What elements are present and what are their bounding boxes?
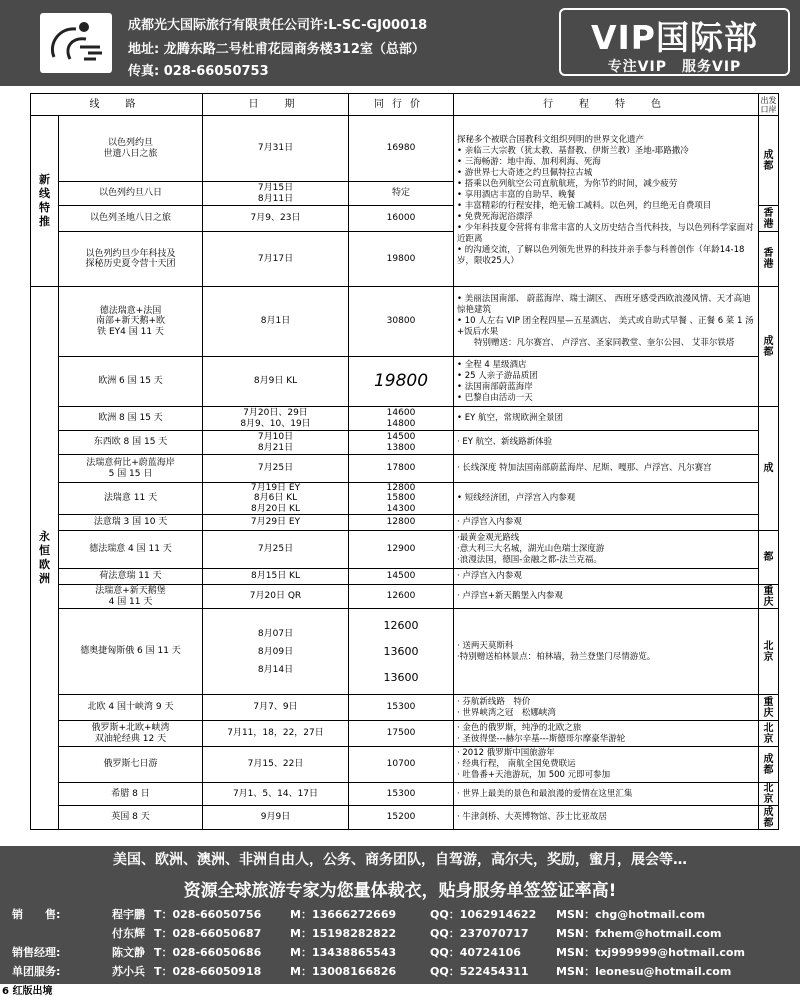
header-price: 同行价 xyxy=(349,94,454,116)
feature-cell: · 金色的俄罗斯，纯净的北欧之旅 · 圣彼得堡---赫尔辛基---斯德哥尔摩豪华游轮 xyxy=(454,721,759,747)
price-cell: 16980 xyxy=(349,116,454,182)
route-cell: 希腊 8 日 xyxy=(59,783,203,806)
date-cell: 9月9日 xyxy=(203,806,349,830)
price-cell: 特定 xyxy=(349,182,454,206)
table-row xyxy=(31,721,779,747)
feature-cell: • 美丽法国南部、 蔚蓝海岸、瑞士湖区、 西班牙感受西欧浪漫风情、天才高迪惊艳建筑 • 10 人左右 VIP 团全程四星—五星酒店、 美式或自助式早餐 、正餐 6 菜 1 汤+饭后水果 特别赠送：凡尔赛宫、 卢浮宫、圣家同教堂、奎尔公园、 艾菲尔铁塔 xyxy=(454,287,759,357)
date-cell: 7月1、5、14、17日 xyxy=(203,783,349,806)
price-cell: 30800 xyxy=(349,287,454,357)
origin-cell: 都 xyxy=(759,531,779,585)
tour-table xyxy=(30,93,779,830)
table-row xyxy=(31,531,779,569)
table-row xyxy=(31,116,779,182)
route-cell: 以色列约旦八日 xyxy=(59,182,203,206)
contact-role: 销 售: xyxy=(12,908,61,921)
origin-cell: 成都 xyxy=(759,116,779,206)
route-cell: 以色列圣地八日之旅 xyxy=(59,206,203,232)
contact-tel: T：028-66050756 xyxy=(154,908,262,921)
route-cell: 以色列约旦少年科技及 探秘历史夏令营十天团 xyxy=(59,232,203,287)
feature-cell: • EY 航空，常规欧洲全景团 xyxy=(454,407,759,431)
origin-cell: 北京 xyxy=(759,783,779,806)
contact-name: 苏小兵 xyxy=(112,965,145,978)
header-feature: 行 程 特 色 xyxy=(454,94,759,116)
table-row xyxy=(31,806,779,830)
route-cell: 法意瑞 3 国 10 天 xyxy=(59,515,203,531)
origin-cell: 香港 xyxy=(759,232,779,287)
feature-cell: ·最黄金观光路线 ·意大利三大名城，湖光山色瑞士深度游 ·浪漫法国，德国-金融之都-法兰克福。 xyxy=(454,531,759,569)
feature-cell: • 短线经济团，卢浮宫入内参观 xyxy=(454,483,759,515)
contact-qq: QQ：1062914622 xyxy=(430,908,537,921)
route-cell: 俄罗斯七日游 xyxy=(59,747,203,783)
price-cell: 17500 xyxy=(349,721,454,747)
contact-qq: QQ：237070717 xyxy=(430,927,529,940)
contact-msn: MSN：leonesu@hotmail.com xyxy=(556,965,732,978)
contact-role: 单团服务: xyxy=(12,965,61,978)
price-cell: 12600 xyxy=(349,585,454,609)
company-logo xyxy=(40,13,112,73)
contact-mobile: M：13438865543 xyxy=(290,946,397,959)
table-row xyxy=(31,609,779,695)
contact-row xyxy=(12,941,788,962)
origin-cell: 重庆 xyxy=(759,695,779,721)
price-cell: 15300 xyxy=(349,695,454,721)
price-cell: 12600 13600 13600 xyxy=(349,609,454,695)
feature-cell: 探秘多个被联合国教科文组织列明的世界文化遗产 • 亲临三大宗教（犹太教、基督教、伊斯兰教）圣地-耶路撒冷 • 三海畅游：地中海、加利利海、死海 • 游世界七大奇迹之约旦佩特拉古城 • 搭乘以色列航空公司直航航班，为你节约时间，减少疲劳 • 享用酒店丰富的自助早、晚餐 • 丰富精彩的行程安排，绝无偷工减料。以色列，约旦绝无自费项目 • 免费死海泥浴漂浮 • 少年科技夏令营将有非常丰富的人文历史结合当代科技，与以色列科学家面对近距离 • 的沟通交流，了解以色列领先世界的科技并亲手参与科普创作（年龄14-18岁，限收25人） xyxy=(454,116,759,287)
date-cell: 7月31日 xyxy=(203,116,349,182)
table-row xyxy=(31,287,779,357)
contact-mobile: M：15198282822 xyxy=(290,927,397,940)
contact-qq: QQ：40724106 xyxy=(430,946,521,959)
origin-cell: 成 xyxy=(759,407,779,531)
route-cell: 欧洲 8 国 15 天 xyxy=(59,407,203,431)
date-cell: 7月7、9日 xyxy=(203,695,349,721)
header-bar xyxy=(0,0,800,86)
table-row xyxy=(31,783,779,806)
price-cell: 16000 xyxy=(349,206,454,232)
feature-cell: · 牛津剑桥、大英博物馆、莎士比亚故居 xyxy=(454,806,759,830)
route-cell: 欧洲 6 国 15 天 xyxy=(59,357,203,407)
table-row xyxy=(31,515,779,531)
feature-cell: · 芬航新线路 特价 · 世界峡湾之冠 松娜峡湾 xyxy=(454,695,759,721)
contact-tel: T：028-66050686 xyxy=(154,946,262,959)
route-cell: 法瑞意荷比+蔚蓝海岸 5 国 15 日 xyxy=(59,455,203,483)
date-cell: 7月25日 xyxy=(203,531,349,569)
price-cell: 12800 xyxy=(349,515,454,531)
table-row xyxy=(31,431,779,455)
feature-cell: · 卢浮宫+新天鹅堡入内参观 xyxy=(454,585,759,609)
origin-cell: 北京 xyxy=(759,721,779,747)
page-footer: 6 红版出境 xyxy=(0,984,800,1000)
route-cell: 北欧 4 国十峡湾 9 天 xyxy=(59,695,203,721)
date-cell: 7月10日 8月21日 xyxy=(203,431,349,455)
contact-name: 付东辉 xyxy=(112,927,145,940)
header-origin: 出发口岸 xyxy=(760,95,777,114)
date-cell: 7月25日 xyxy=(203,455,349,483)
date-cell: 7月15日 8月11日 xyxy=(203,182,349,206)
date-cell: 7月20日 QR xyxy=(203,585,349,609)
contact-qq: QQ：522454311 xyxy=(430,965,529,978)
price-cell: 14500 13800 xyxy=(349,431,454,455)
origin-cell: 重庆 xyxy=(759,585,779,609)
contact-row xyxy=(12,903,788,924)
origin-cell: 成都 xyxy=(759,747,779,783)
route-cell: 英国 8 天 xyxy=(59,806,203,830)
date-cell: 8月07日 8月09日 8月14日 xyxy=(203,609,349,695)
table-row xyxy=(31,357,779,407)
origin-cell: 成都 xyxy=(759,806,779,830)
table-header-row xyxy=(31,94,779,116)
price-cell: 12900 xyxy=(349,531,454,569)
vip-title: VIP国际部 xyxy=(590,18,758,57)
service-slogan: 资源全球旅游专家为您量体裁衣，贴身服务单签签证率高! xyxy=(183,881,617,901)
contact-msn: MSN：chg@hotmail.com xyxy=(556,908,706,921)
vip-badge xyxy=(559,8,790,76)
feature-cell: • 全程 4 星级酒店 • 25 人亲子游品质团 • 法国南部蔚蓝海岸 • 巴黎自由活动一天 xyxy=(454,357,759,407)
feature-cell: · 送两天莫斯科 ·特别赠送柏林景点：柏林墙，勃兰登堡门尽情游览。 xyxy=(454,609,759,695)
price-cell: 17800 xyxy=(349,455,454,483)
date-cell: 7月15、22日 xyxy=(203,747,349,783)
contact-msn: MSN：fxhem@hotmail.com xyxy=(556,927,722,940)
route-cell: 以色列约旦 世遗八日之旅 xyxy=(59,116,203,182)
contact-mobile: M：13666272669 xyxy=(290,908,397,921)
price-cell: 14500 xyxy=(349,569,454,585)
table-row xyxy=(31,455,779,483)
date-cell: 7月20日、29日 8月9、10、19日 xyxy=(203,407,349,431)
contact-mobile: M：13008166826 xyxy=(290,965,397,978)
category-new-routes: 新 线 特 推 xyxy=(31,116,59,287)
route-cell: 法瑞意+新天鹅堡 4 国 11 天 xyxy=(59,585,203,609)
contact-tel: T：028-66050687 xyxy=(154,927,262,940)
route-cell: 法瑞意 11 天 xyxy=(59,483,203,515)
origin-cell: 成都 xyxy=(759,287,779,407)
feature-cell: · EY 航空、新线路新体验 xyxy=(454,431,759,455)
price-cell: 19800 xyxy=(349,357,454,407)
header-date: 日 期 xyxy=(203,94,349,116)
route-cell: 德法瑞意 4 国 11 天 xyxy=(59,531,203,569)
contact-tel: T：028-66050918 xyxy=(154,965,262,978)
vip-slogan: 专注VIP 服务VIP xyxy=(607,59,742,75)
table-row xyxy=(31,747,779,783)
table-row xyxy=(31,483,779,515)
date-cell: 7月19日 EY 8月6日 KL 8月20日 KL xyxy=(203,483,349,515)
feature-cell: · 卢浮宫入内参观 xyxy=(454,515,759,531)
price-cell: 12800 15800 14300 xyxy=(349,483,454,515)
origin-cell: 北京 xyxy=(759,609,779,695)
contact-name: 程宇鹏 xyxy=(112,908,145,921)
date-cell: 8月15日 KL xyxy=(203,569,349,585)
route-cell: 德法瑞意+法国 南部+新天鹅+欧 铁 EY4 国 11 天 xyxy=(59,287,203,357)
feature-cell: · 2012 俄罗斯中国旅游年 · 经典行程， 南航全国免费联运 · 吐鲁番+天池游玩，加 500 元即可参加 xyxy=(454,747,759,783)
contact-name: 陈文静 xyxy=(112,946,145,959)
route-cell: 德奥捷匈斯俄 6 国 11 天 xyxy=(59,609,203,695)
header-route: 线 路 xyxy=(31,94,203,116)
contact-msn: MSN：txj999999@hotmail.com xyxy=(556,946,745,959)
route-cell: 东西欧 8 国 15 天 xyxy=(59,431,203,455)
destinations-banner: 美国、欧洲、澳洲、非洲自由人，公务、商务团队，自驾游，高尔夫，奖励，蜜月，展会等… xyxy=(113,852,687,868)
price-cell: 19800 xyxy=(349,232,454,287)
table-row xyxy=(31,585,779,609)
contact-role: 销售经理: xyxy=(12,946,61,959)
route-cell: 荷法意瑞 11 天 xyxy=(59,569,203,585)
table-row xyxy=(31,695,779,721)
company-name: 成都光大国际旅行有限责任公司许:L-SC-GJ00018 xyxy=(128,18,428,33)
company-address: 地址: 龙腾东路二号杜甫花园商务楼312室（总部） xyxy=(128,42,425,57)
date-cell: 7月9、23日 xyxy=(203,206,349,232)
date-cell: 7月11，18，22，27日 xyxy=(203,721,349,747)
feature-cell: · 卢浮宫入内参观 xyxy=(454,569,759,585)
category-europe: 永 恒 欧 洲 xyxy=(31,287,59,830)
price-cell: 14600 14800 xyxy=(349,407,454,431)
date-cell: 7月29日 EY xyxy=(203,515,349,531)
table-row xyxy=(31,569,779,585)
feature-cell: · 世界上最美的景色和最浪漫的爱情在这里汇集 xyxy=(454,783,759,806)
origin-cell: 香港 xyxy=(759,206,779,232)
price-cell: 15200 xyxy=(349,806,454,830)
route-cell: 俄罗斯+北欧+峡湾 双油轮经典 12 天 xyxy=(59,721,203,747)
price-cell: 10700 xyxy=(349,747,454,783)
feature-cell: · 长线深度 特加法国南部蔚蓝海岸、尼斯、嘎那、卢浮宫、凡尔赛宫 xyxy=(454,455,759,483)
date-cell: 8月9日 KL xyxy=(203,357,349,407)
contact-row xyxy=(12,922,788,943)
date-cell: 8月1日 xyxy=(203,287,349,357)
contact-row xyxy=(12,960,788,981)
date-cell: 7月17日 xyxy=(203,232,349,287)
table-row xyxy=(31,407,779,431)
company-fax: 传真: 028-66050753 xyxy=(128,64,269,79)
price-cell: 15300 xyxy=(349,783,454,806)
